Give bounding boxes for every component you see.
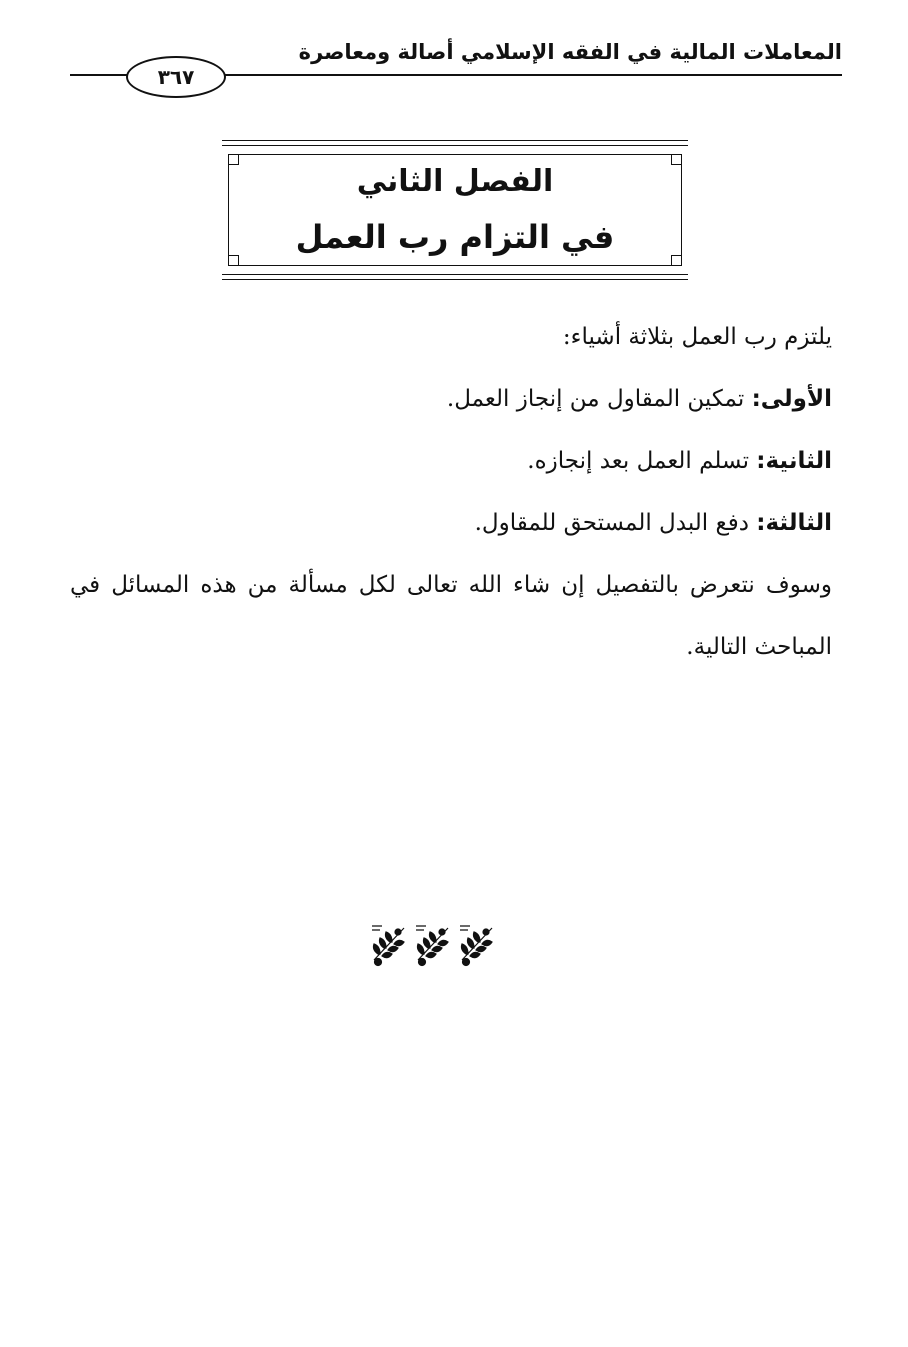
running-header-title: المعاملات المالية في الفقه الإسلامي أصالة ومعاصرة (298, 40, 842, 64)
chapter-title: في التزام رب العمل (295, 218, 615, 256)
list-item (70, 492, 832, 554)
page-number: ٣٦٧ (126, 56, 226, 98)
chapter-heading-frame (222, 140, 688, 280)
floral-ornament-icon (370, 920, 500, 968)
list-item (70, 368, 832, 430)
list-item-text: دفع البدل المستحق للمقاول. (474, 510, 749, 536)
frame-rule-bottom (222, 274, 688, 280)
frame-corner (671, 255, 682, 266)
list-item-label: الثالثة: (756, 510, 832, 536)
list-item (70, 430, 832, 492)
closing-paragraph: وسوف نتعرض بالتفصيل إن شاء الله تعالى لكل مسألة من هذه المسائل في المباحث التالية. (70, 572, 832, 660)
frame-corner (228, 255, 239, 266)
list-item-text: تمكين المقاول من إنجاز العمل. (446, 386, 745, 412)
intro-paragraph: يلتزم رب العمل بثلاثة أشياء: (562, 324, 832, 350)
frame-rule-top (222, 140, 688, 146)
list-item-label: الثانية: (756, 448, 832, 474)
list-item-text: تسلم العمل بعد إنجازه. (527, 448, 749, 474)
body-text (70, 306, 832, 678)
list-item-label: الأولى: (751, 386, 832, 412)
chapter-label: الفصل الثاني (356, 164, 554, 199)
